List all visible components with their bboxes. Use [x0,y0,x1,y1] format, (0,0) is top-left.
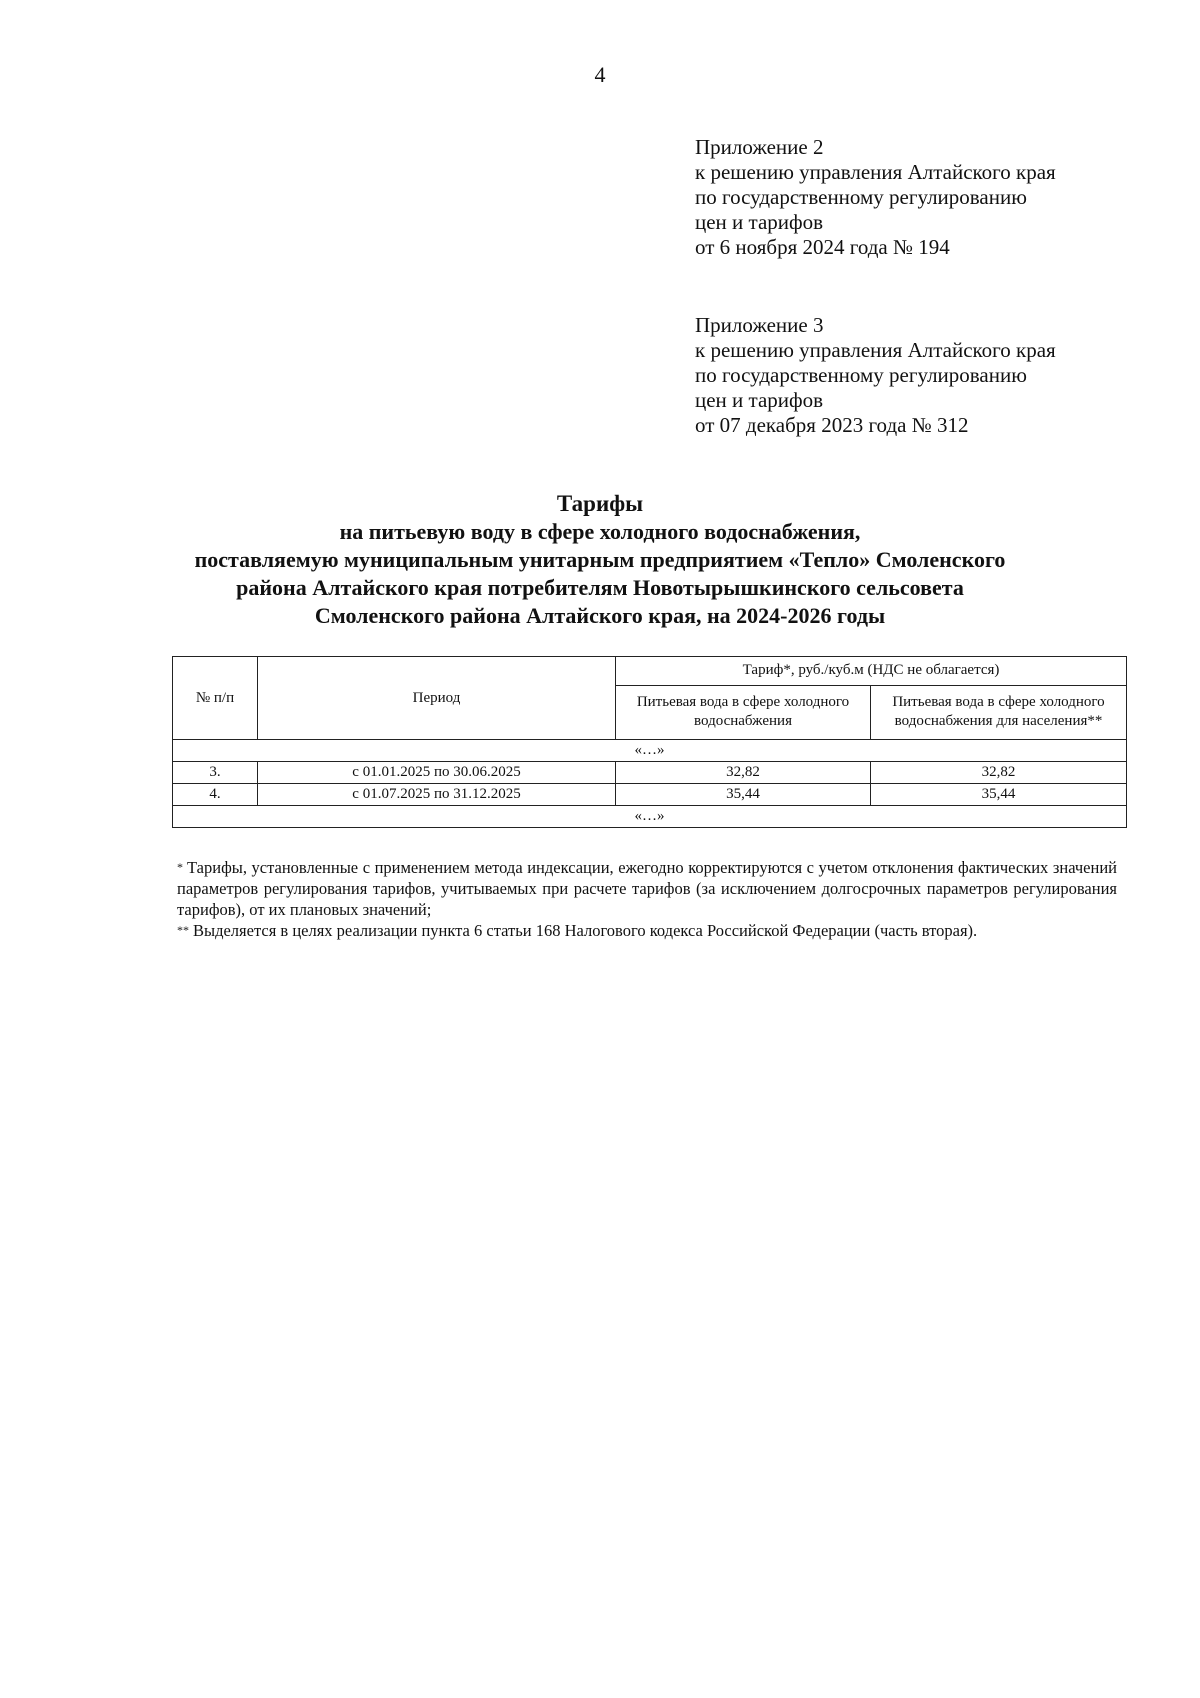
appendix-3-line: к решению управления Алтайского края [695,338,1056,362]
header-number: № п/п [173,657,258,740]
title-line: района Алтайского края потребителям Новотырышкинского сельсовета [236,575,964,600]
footnotes [177,857,1117,941]
footnote-1 [177,857,1117,920]
cell-water: 32,82 [616,762,871,784]
table-ellipsis-row: «…» [173,806,1127,828]
footnote-2 [177,920,1117,941]
appendix-2-line: от 6 ноября 2024 года № 194 [695,235,950,259]
header-period: Период [258,657,616,740]
cell-water: 35,44 [616,784,871,806]
page-number: 4 [594,62,606,87]
title-line: на питьевую воду в сфере холодного водоснабжения, [339,519,861,544]
footnote-2-text: Выделяется в целях реализации пункта 6 статьи 168 Налогового кодекса Российской Федерации (часть вторая). [193,921,978,940]
table-row [173,762,1127,784]
table-row [173,784,1127,806]
document-title [130,490,1070,630]
header-water-population: Питьевая вода в сфере холодного водоснабжения для населения** [871,685,1127,739]
appendix-2-line: к решению управления Алтайского края [695,160,1056,184]
title-line: поставляемую муниципальным унитарным предприятием «Тепло» Смоленского [194,547,1006,572]
header-tariff-group: Тариф*, руб./куб.м (НДС не облагается) [616,657,1127,686]
table-ellipsis-row: «…» [173,740,1127,762]
title-line: Смоленского района Алтайского края, на 2024-2026 годы [314,603,886,628]
appendix-2-line: по государственному регулированию [695,185,1027,209]
appendix-3-line: от 07 декабря 2023 года № 312 [695,413,969,437]
tariff-table [172,656,1127,828]
appendix-2-line: Приложение 2 [695,135,824,159]
cell-number: 4. [173,784,258,806]
cell-period: с 01.07.2025 по 31.12.2025 [258,784,616,806]
title-main: Тарифы [556,491,644,516]
footnote-1-text: Тарифы, установленные с применением метода индексации, ежегодно корректируются с учетом отклонения фактических значений параметров регулирования тарифов, учитываемых при расчете тарифов (за исключением долгосрочных параметров регулирования тарифов), от их плановых значений; [177,858,1117,919]
footnote-2-marker: ** [177,923,189,937]
appendix-3-line: по государственному регулированию [695,363,1027,387]
footnote-1-marker: * [177,860,183,874]
appendix-2-header [695,135,1155,260]
appendix-3-line: цен и тарифов [695,388,824,412]
header-water: Питьевая вода в сфере холодного водоснабжения [616,685,871,739]
appendix-2-line: цен и тарифов [695,210,824,234]
cell-water-population: 32,82 [871,762,1127,784]
cell-water-population: 35,44 [871,784,1127,806]
appendix-3-header [695,313,1155,438]
appendix-3-line: Приложение 3 [695,313,824,337]
cell-period: с 01.01.2025 по 30.06.2025 [258,762,616,784]
cell-number: 3. [173,762,258,784]
